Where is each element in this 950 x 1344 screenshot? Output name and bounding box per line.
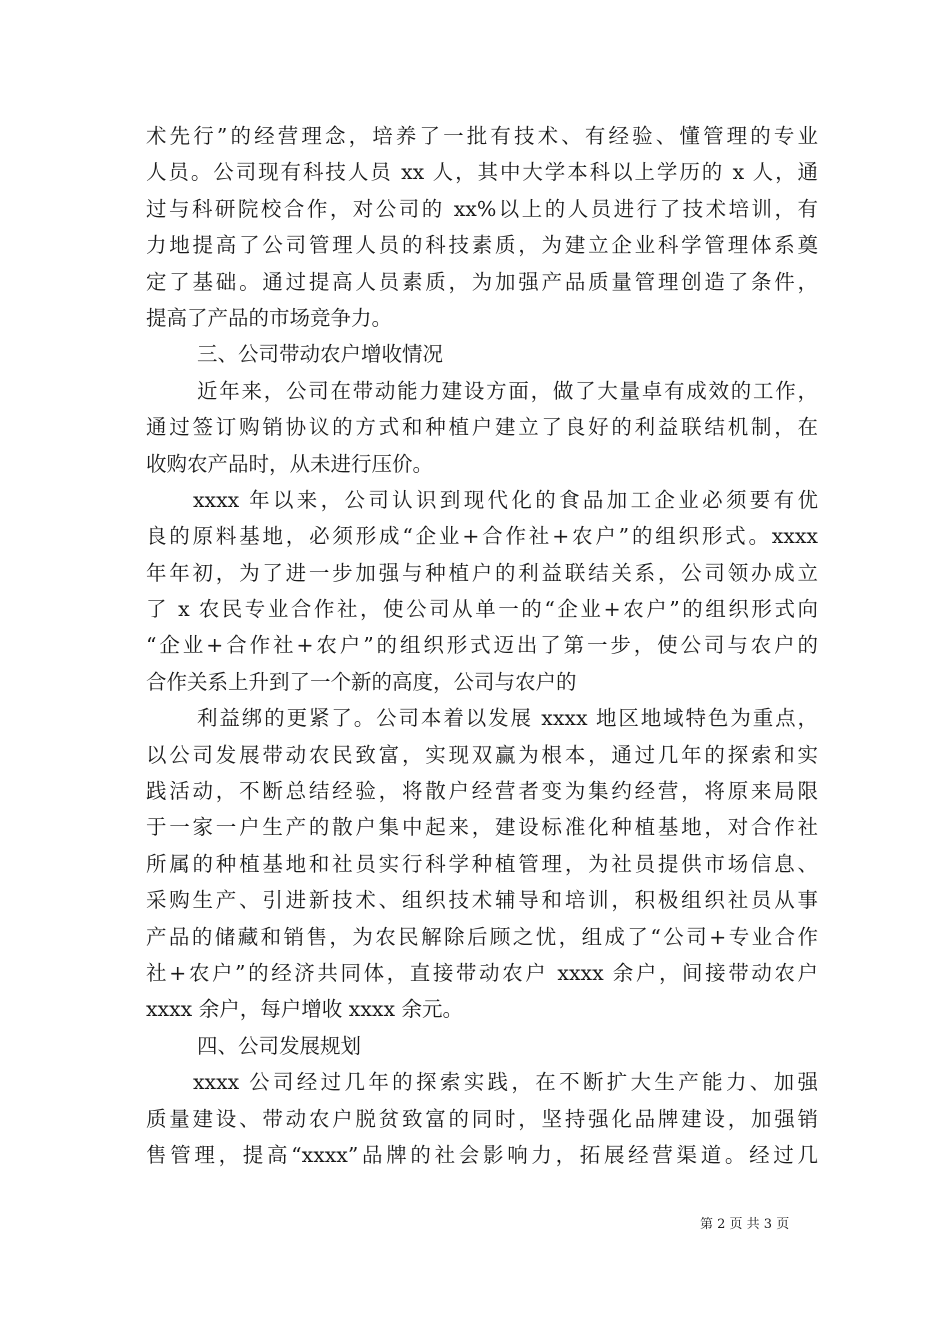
text-line: 采购生产、引进新技术、组织技术辅导和培训，积极组织社员从事	[146, 888, 818, 913]
text-line: xxxx 余户，每户增收 xxxx 余元。	[146, 997, 464, 1022]
text-line: 近年来，公司在带动能力建设方面，做了大量卓有成效的工作，	[197, 378, 818, 403]
text-line: 质量建设、带动农户脱贫致富的同时，坚持强化品牌建设，加强销	[146, 1106, 818, 1131]
text-line: xxxx 公司经过几年的探索实践，在不断扩大生产能力、加强	[193, 1070, 818, 1095]
text-line: 售管理，提高“xxxx”品牌的社会影响力，拓展经营渠道。经过几	[146, 1142, 818, 1167]
text-line: 通过签订购销协议的方式和种植户建立了良好的利益联结机制，在	[146, 415, 818, 440]
text-line: 年年初，为了进一步加强与种植户的利益联结关系，公司领办成立	[146, 560, 818, 585]
text-line: 了 x 农民专业合作社，使公司从单一的“企业+农户”的组织形式向	[146, 597, 818, 622]
page-number: 第 2 页 共 3 页	[700, 1217, 790, 1232]
section-heading: 三、公司带动农户增收情况	[197, 342, 443, 367]
text-line: 产品的储藏和销售，为农民解除后顾之忧，组成了“公司+专业合作	[146, 924, 818, 949]
text-line: 人员。公司现有科技人员 xx 人，其中大学本科以上学历的 x 人，通	[146, 160, 818, 185]
text-line: 力地提高了公司管理人员的科技素质，为建立企业科学管理体系奠	[146, 233, 818, 258]
text-line: 践活动，不断总结经验，将散户经营者变为集约经营，将原来局限	[146, 779, 818, 804]
text-line: 提高了产品的市场竞争力。	[146, 305, 392, 330]
text-line: 收购农产品时，从未进行压价。	[146, 451, 433, 476]
text-line: 以公司发展带动农民致富，实现双赢为根本，通过几年的探索和实	[146, 742, 818, 767]
text-line: 术先行”的经营理念，培养了一批有技术、有经验、懂管理的专业	[146, 124, 818, 148]
document-body	[146, 118, 818, 1173]
text-line: 良的原料基地，必须形成“企业+合作社+农户”的组织形式。xxxx	[146, 524, 818, 549]
text-line: xxxx 年以来，公司认识到现代化的食品加工企业必须要有优	[193, 487, 818, 512]
text-line: “企业+合作社+农户”的组织形式迈出了第一步，使公司与农户的	[146, 633, 818, 658]
text-line: 合作关系上升到了一个新的高度，公司与农户的	[146, 669, 577, 694]
text-line: 社+农户”的经济共同体，直接带动农户 xxxx 余户，间接带动农户	[146, 960, 818, 985]
text-line: 于一家一户生产的散户集中起来，建设标准化种植基地，对合作社	[146, 815, 818, 840]
text-line: 利益绑的更紧了。公司本着以发展 xxxx 地区地域特色为重点，	[197, 706, 818, 731]
text-line: 过与科研院校合作，对公司的 xx%以上的人员进行了技术培训，有	[146, 196, 818, 221]
section-heading: 四、公司发展规划	[197, 1033, 361, 1058]
text-line: 定了基础。通过提高人员素质，为加强产品质量管理创造了条件，	[146, 269, 818, 294]
text-line: 所属的种植基地和社员实行科学种植管理，为社员提供市场信息、	[146, 851, 818, 876]
